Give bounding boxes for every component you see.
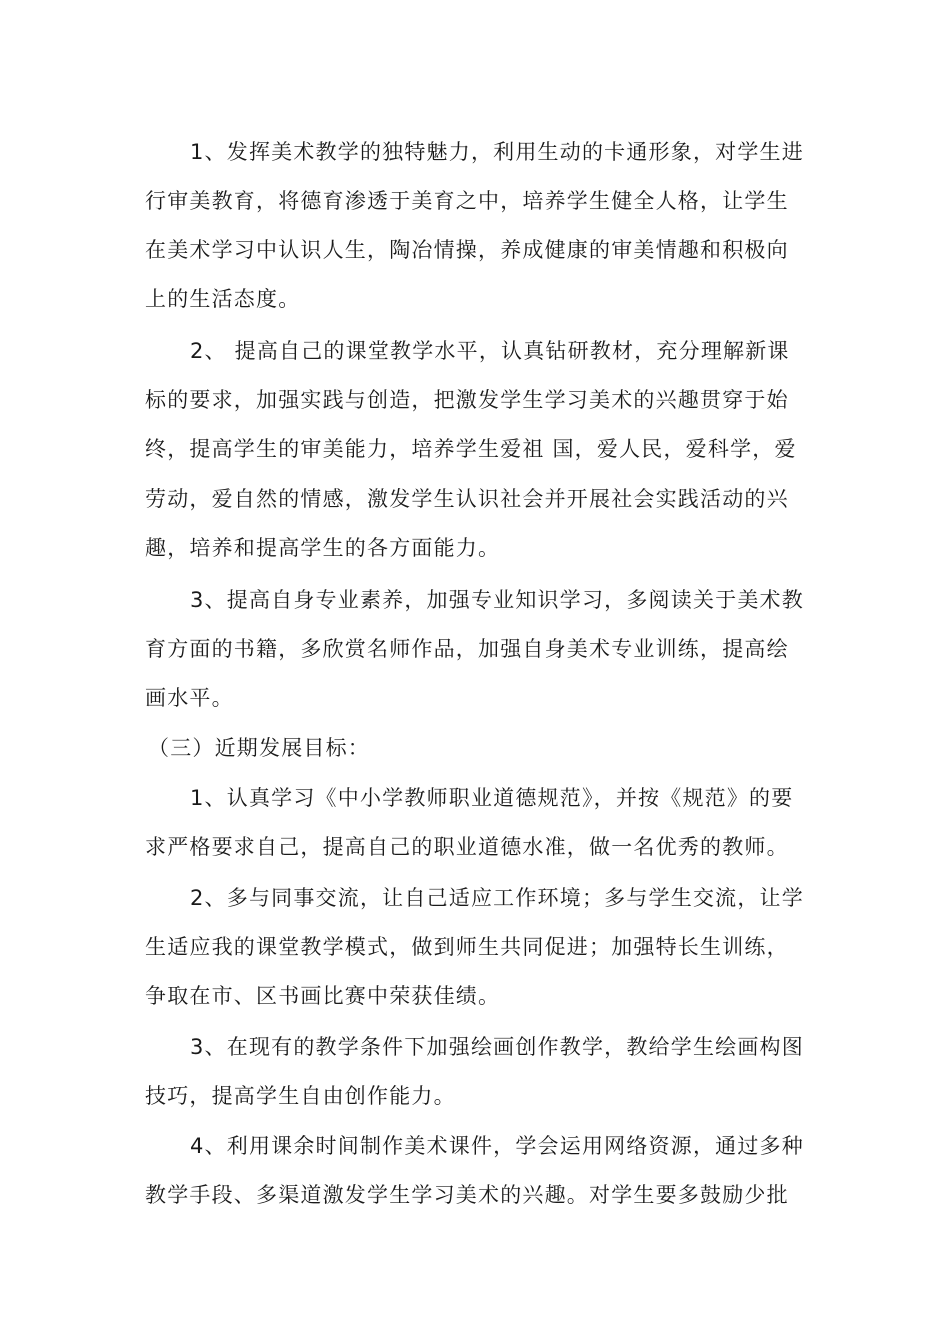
paragraph-5-line-3: 争取在市、区书画比赛中荣获佳绩。 [145,984,501,1008]
paragraph-1-line-3: 在美术学习中认识人生，陶冶情操，养成健康的审美情趣和积极向 [145,238,789,262]
paragraph-2-line-5: 趣，培养和提高学生的各方面能力。 [145,536,501,560]
paragraph-7-line-2: 教学手段、多渠道激发学生学习美术的兴趣。对学生要多鼓励少批 [145,1183,789,1207]
paragraph-5-line-2: 生适应我的课堂教学模式，做到师生共同促进；加强特长生训练， [145,935,789,959]
section-heading: （三）近期发展目标： [148,736,370,760]
paragraph-4-line-1: 1、认真学习《中小学教师职业道德规范》，并按《规范》的要 [190,786,794,810]
paragraph-6-line-2: 技巧，提高学生自由创作能力。 [145,1084,456,1108]
paragraph-3-line-3: 画水平。 [145,686,234,710]
paragraph-2-line-2: 标的要求，加强实践与创造，把激发学生学习美术的兴趣贯穿于始 [145,388,789,412]
paragraph-2-line-3: 终，提高学生的审美能力，培养学生爱祖 国，爱人民，爱科学，爱 [145,437,797,461]
paragraph-6-line-1: 3、在现有的教学条件下加强绘画创作教学，教给学生绘画构图 [190,1035,804,1059]
paragraph-2-line-4: 劳动，爱自然的情感，激发学生认识社会并开展社会实践活动的兴 [145,487,789,511]
paragraph-2-line-1: 2、 提高自己的课堂教学水平，认真钻研教材，充分理解新课 [190,339,790,363]
paragraph-1-line-1: 1、发挥美术教学的独特魅力，利用生动的卡通形象，对学生进 [190,140,804,164]
paragraph-5-line-1: 2、多与同事交流，让自己适应工作环境；多与学生交流，让学 [190,886,804,910]
paragraph-1-line-4: 上的生活态度。 [145,287,301,311]
paragraph-1-line-2: 行审美教育，将德育渗透于美育之中，培养学生健全人格，让学生 [145,189,789,213]
paragraph-7-line-1: 4、利用课余时间制作美术课件，学会运用网络资源，通过多种 [190,1134,804,1158]
paragraph-4-line-2: 求严格要求自己，提高自己的职业道德水准，做一名优秀的教师。 [145,835,789,859]
paragraph-3-line-1: 3、提高自身专业素养，加强专业知识学习，多阅读关于美术教 [190,588,804,612]
paragraph-3-line-2: 育方面的书籍，多欣赏名师作品，加强自身美术专业训练，提高绘 [145,637,789,661]
